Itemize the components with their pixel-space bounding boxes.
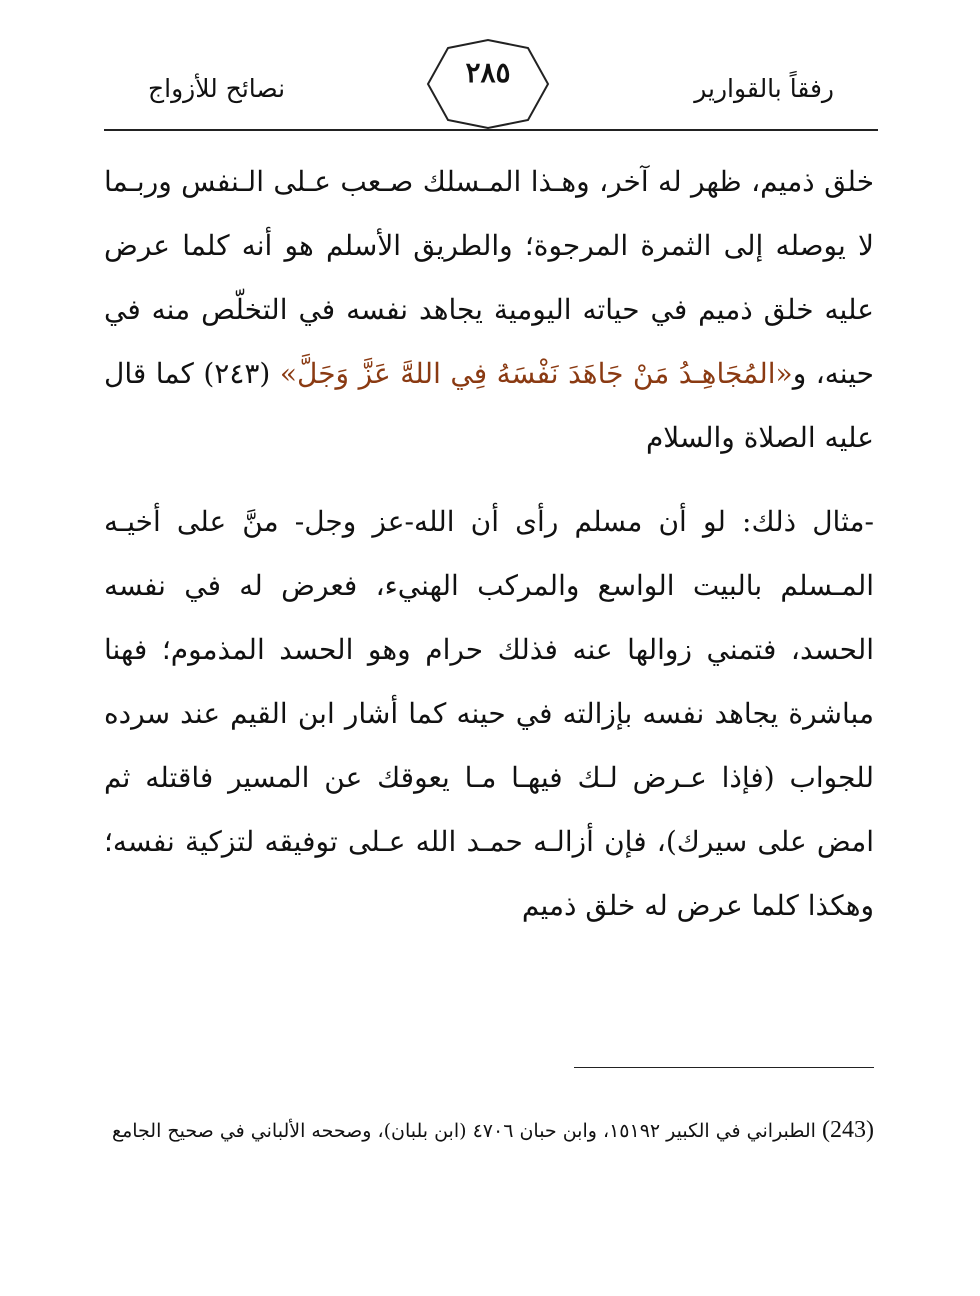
footnote-text: الطبراني في الكبير ١٥١٩٢، وابن حبان ٤٧٠٦ (ابن بلبان)، وصححه الألباني في صحيح الجامع [111, 1120, 822, 1142]
paragraph-2: -مثال ذلك: لو أن مسلم رأى أن الله-عز وجل- منَّ على أخيـه المـسلم بالبيت الواسع والمركب الهنيء، فعرض له في نفسه الحسد، فتمني زوالها عنه فذلك حرام وهو الحسد المذموم؛ فهنا مباشرة يجاهد نفسه بإزالته في حينه كما أشار ابن القيم عند سرده للجواب (فإذا عـرض لـك فيهـا مـا يعوقك عن المسير فاقتله ثم امض على سيرك)، فإن أزالـه حمـد الله عـلى توفيقه لتزكية نفسه؛ وهكذا كلما عرض له خلق ذميم [104, 505, 875, 922]
footnote-reference[interactable]: (٢٤٣) [193, 357, 280, 390]
page-number-badge [426, 38, 550, 130]
footnote-divider [574, 1067, 874, 1068]
header-divider [104, 129, 878, 131]
book-title: رفقاً بالقوارير [694, 74, 834, 103]
main-text [104, 150, 874, 938]
hadith-quote: «المُجَاهِـدُ مَنْ جَاهَدَ نَفْسَهُ فِي اللهَّ عَزَّ وَجَلَّ» [279, 357, 793, 390]
paragraph-1-tail: كما قال عليه الصلاة والسلام [104, 357, 874, 454]
paragraph-1-text: خلق ذميم، ظهر له آخر، وهـذا المـسلك صـعب عـلى الـنفس وربـما لا يوصله إلى الثمرة المرجوة؛ والطريق الأسلم هو أنه كلما عرض عليه خلق ذميم في حياته اليومية يجاهد نفسه في التخلّص منه في حينه، و [104, 165, 874, 390]
footnote-number: (243) [822, 1117, 874, 1143]
page-number: ٢٨٥ [465, 56, 511, 89]
page-header [104, 38, 878, 134]
chapter-title: نصائح للأزواج [148, 74, 286, 103]
paragraph-1 [104, 150, 874, 470]
footnote [104, 1102, 874, 1159]
